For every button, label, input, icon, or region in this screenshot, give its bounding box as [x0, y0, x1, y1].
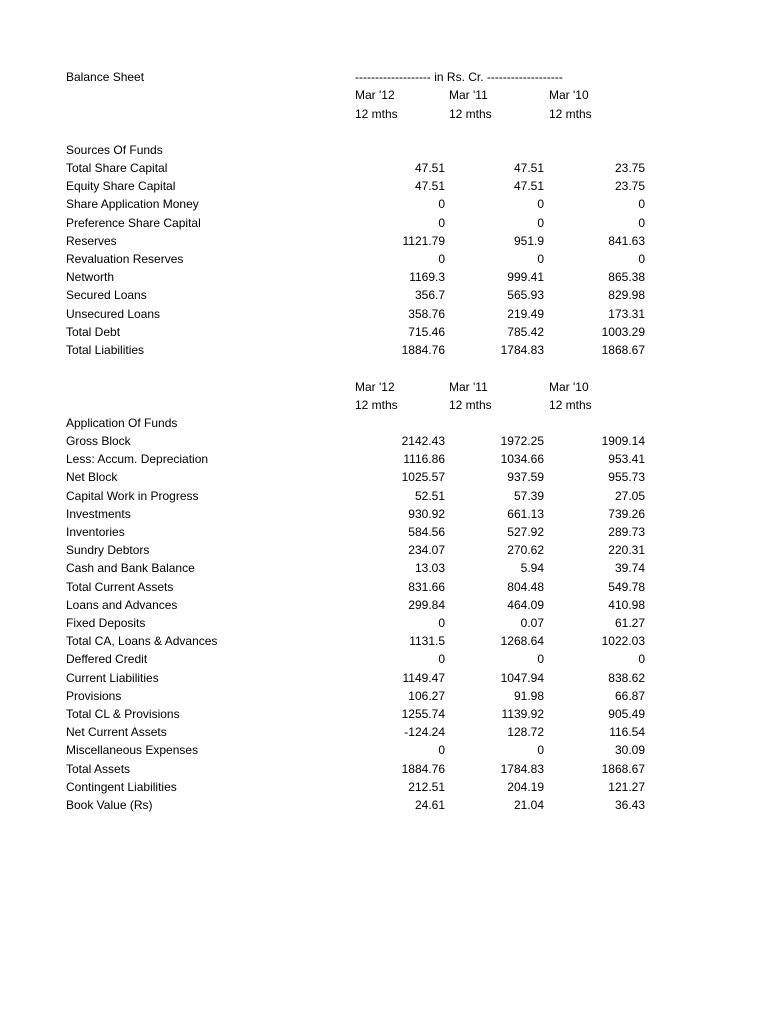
table-row [0, 250, 768, 268]
row-label: Contingent Liabilities [66, 779, 177, 794]
row-label: Cash and Bank Balance [66, 561, 195, 576]
row-label: Total Liabilities [66, 343, 145, 357]
cell-value: 1139.92 [501, 707, 544, 721]
cell-value: 1884.76 [401, 343, 445, 357]
period-label: 12 mths [449, 107, 492, 121]
period-label: 12 mths [549, 107, 592, 121]
cell-value: 937.59 [507, 470, 544, 485]
cell-value: 0 [638, 252, 645, 266]
row-label: Less: Accum. Depreciation [66, 452, 209, 467]
cell-value: 128.72 [507, 725, 544, 740]
cell-value: 1022.03 [601, 634, 645, 649]
cell-value: 865.38 [608, 270, 645, 285]
cell-value: 1131.5 [409, 634, 445, 649]
section2-header-row [0, 378, 768, 396]
table-row [0, 195, 768, 213]
table-row [0, 432, 768, 450]
cell-value: 5.94 [520, 561, 544, 576]
table-row [0, 632, 768, 650]
cell-value: 1972.25 [500, 434, 544, 448]
cell-value: 0 [537, 197, 544, 212]
column-header: Mar '11 [449, 380, 488, 394]
cell-value: 1149.47 [402, 670, 445, 685]
cell-value: 13.03 [414, 561, 445, 576]
row-label: Investments [66, 506, 131, 521]
cell-value: 36.43 [614, 798, 645, 812]
table-row [0, 305, 768, 323]
cell-value: 24.61 [414, 798, 445, 812]
cell-value: 951.9 [513, 233, 544, 248]
row-label: Total CL & Provisions [66, 707, 180, 721]
cell-value: 121.27 [608, 779, 645, 794]
column-header: Mar '10 [549, 380, 589, 394]
cell-value: 838.62 [608, 670, 645, 685]
table-row [0, 596, 768, 614]
cell-value: 1784.83 [500, 343, 544, 357]
row-label: Preference Share Capital [66, 215, 201, 230]
section-heading-row [0, 141, 768, 159]
table-row [0, 159, 768, 177]
cell-value: 785.42 [507, 324, 544, 339]
cell-value: 57.39 [513, 488, 544, 503]
table-row [0, 723, 768, 741]
table-row [0, 687, 768, 705]
table-row [0, 177, 768, 195]
row-label: Sundry Debtors [66, 543, 150, 558]
cell-value: 831.66 [408, 579, 445, 594]
table-row [0, 505, 768, 523]
table-row [0, 286, 768, 304]
row-label: Total Share Capital [66, 161, 168, 175]
cell-value: 356.7 [414, 288, 445, 303]
cell-value: 410.98 [608, 597, 645, 612]
table-row [0, 796, 768, 814]
cell-value: 1025.57 [401, 470, 445, 485]
row-label: Total Current Assets [66, 579, 174, 594]
cell-value: 1909.14 [601, 434, 645, 448]
cell-value: 804.48 [507, 579, 544, 594]
cell-value: 464.09 [507, 597, 544, 612]
cell-value: 0 [638, 215, 645, 230]
cell-value: 0 [438, 252, 445, 266]
cell-value: 584.56 [408, 525, 445, 539]
units-label: ------------------- in Rs. Cr. ------------------- [355, 70, 563, 84]
cell-value: 212.51 [408, 779, 445, 794]
period-label: 12 mths [355, 107, 398, 121]
cell-value: 1116.86 [403, 452, 445, 467]
row-label: Provisions [66, 688, 122, 703]
cell-value: 527.92 [507, 525, 544, 539]
cell-value: 1003.29 [601, 324, 645, 339]
table-row [0, 741, 768, 759]
column-header: Mar '10 [549, 88, 589, 102]
table-row [0, 523, 768, 541]
cell-value: 47.51 [513, 161, 544, 175]
cell-value: 1034.66 [500, 452, 544, 467]
cell-value: 23.75 [614, 161, 645, 175]
row-label: Revaluation Reserves [66, 252, 184, 266]
cell-value: 955.73 [608, 470, 645, 485]
row-label: Networth [66, 270, 115, 285]
table-row [0, 669, 768, 687]
row-label: Net Current Assets [66, 725, 167, 740]
row-label: Current Liabilities [66, 670, 159, 685]
cell-value: 0 [638, 197, 645, 212]
cell-value: 0 [638, 652, 645, 667]
table-row [0, 341, 768, 359]
row-label: Secured Loans [66, 288, 147, 303]
section-heading-row [0, 414, 768, 432]
cell-value: 841.63 [608, 233, 645, 248]
cell-value: 27.05 [614, 488, 645, 503]
table-row [0, 578, 768, 596]
cell-value: 219.49 [507, 306, 544, 321]
section1-header-row [0, 86, 768, 104]
period-label: 12 mths [449, 398, 492, 412]
cell-value: 1884.76 [401, 761, 445, 776]
cell-value: 0 [438, 197, 445, 212]
cell-value: 0 [438, 652, 445, 667]
column-header: Mar '12 [355, 380, 395, 394]
cell-value: 1047.94 [500, 670, 544, 685]
cell-value: 47.51 [414, 161, 445, 175]
row-label: Book Value (Rs) [66, 798, 153, 812]
cell-value: 0 [438, 743, 445, 758]
cell-value: 829.98 [608, 288, 645, 303]
cell-value: 1169.3 [409, 270, 445, 285]
row-label: Inventories [66, 525, 125, 539]
cell-value: 1255.74 [401, 707, 445, 721]
cell-value: 1121.79 [402, 233, 445, 248]
cell-value: 715.46 [408, 324, 445, 339]
cell-value: 1868.67 [601, 761, 645, 776]
cell-value: 47.51 [414, 179, 445, 194]
row-label: Reserves [66, 233, 117, 248]
cell-value: 0 [537, 215, 544, 230]
section-heading: Application Of Funds [66, 416, 178, 430]
cell-value: 204.19 [507, 779, 544, 794]
period-label: 12 mths [549, 398, 592, 412]
cell-value: 565.93 [507, 288, 544, 303]
cell-value: 173.31 [608, 306, 645, 321]
table-row [0, 778, 768, 796]
table-row [0, 487, 768, 505]
cell-value: 106.27 [408, 688, 445, 703]
table-row [0, 614, 768, 632]
row-label: Share Application Money [66, 197, 199, 212]
cell-value: 739.26 [608, 506, 645, 521]
cell-value: 0 [537, 252, 544, 266]
table-row [0, 705, 768, 723]
cell-value: 61.27 [614, 616, 645, 630]
cell-value: 905.49 [608, 707, 645, 721]
row-label: Capital Work in Progress [66, 488, 199, 503]
cell-value: 47.51 [513, 179, 544, 194]
table-row [0, 468, 768, 486]
row-label: Total CA, Loans & Advances [66, 634, 218, 649]
cell-value: 549.78 [608, 579, 645, 594]
cell-value: 39.74 [614, 561, 645, 576]
cell-value: 66.87 [614, 688, 645, 703]
sheet-title: Balance Sheet [66, 70, 145, 84]
cell-value: 21.04 [513, 798, 544, 812]
title-row [0, 68, 768, 86]
cell-value: 2142.43 [401, 434, 445, 448]
cell-value: 23.75 [614, 179, 645, 194]
cell-value: 0.07 [520, 616, 544, 630]
table-row [0, 559, 768, 577]
column-header: Mar '11 [449, 88, 488, 102]
table-row [0, 268, 768, 286]
row-label: Total Debt [66, 324, 121, 339]
section-heading: Sources Of Funds [66, 143, 163, 157]
cell-value: 1268.64 [500, 634, 544, 649]
table-row [0, 541, 768, 559]
row-label: Loans and Advances [66, 597, 178, 612]
table-row [0, 650, 768, 668]
row-label: Miscellaneous Expenses [66, 743, 199, 758]
cell-value: 299.84 [408, 597, 445, 612]
row-label: Deffered Credit [66, 652, 148, 667]
cell-value: 0 [537, 652, 544, 667]
cell-value: 116.54 [609, 725, 645, 740]
row-label: Unsecured Loans [66, 306, 161, 321]
cell-value: 953.41 [608, 452, 645, 467]
cell-value: 0 [438, 215, 445, 230]
column-header: Mar '12 [355, 88, 395, 102]
row-label: Equity Share Capital [66, 179, 176, 194]
row-label: Fixed Deposits [66, 616, 146, 630]
table-row [0, 760, 768, 778]
period-label: 12 mths [355, 398, 398, 412]
cell-value: -124.24 [404, 725, 445, 740]
cell-value: 0 [537, 743, 544, 758]
cell-value: 1868.67 [601, 343, 645, 357]
cell-value: 234.07 [408, 543, 445, 558]
cell-value: 661.13 [507, 506, 544, 521]
cell-value: 0 [438, 616, 445, 630]
section1-period-row [0, 105, 768, 123]
row-label: Total Assets [66, 761, 131, 776]
cell-value: 289.73 [608, 525, 645, 539]
cell-value: 52.51 [414, 488, 445, 503]
cell-value: 91.98 [513, 688, 544, 703]
table-row [0, 232, 768, 250]
cell-value: 30.09 [614, 743, 645, 758]
cell-value: 1784.83 [500, 761, 544, 776]
cell-value: 999.41 [507, 270, 544, 285]
row-label: Gross Block [66, 434, 131, 448]
row-label: Net Block [66, 470, 118, 485]
cell-value: 220.31 [608, 543, 645, 558]
cell-value: 930.92 [408, 506, 445, 521]
table-row [0, 323, 768, 341]
cell-value: 358.76 [408, 306, 445, 321]
section2-period-row [0, 396, 768, 414]
cell-value: 270.62 [507, 543, 544, 558]
table-row [0, 450, 768, 468]
table-row [0, 214, 768, 232]
